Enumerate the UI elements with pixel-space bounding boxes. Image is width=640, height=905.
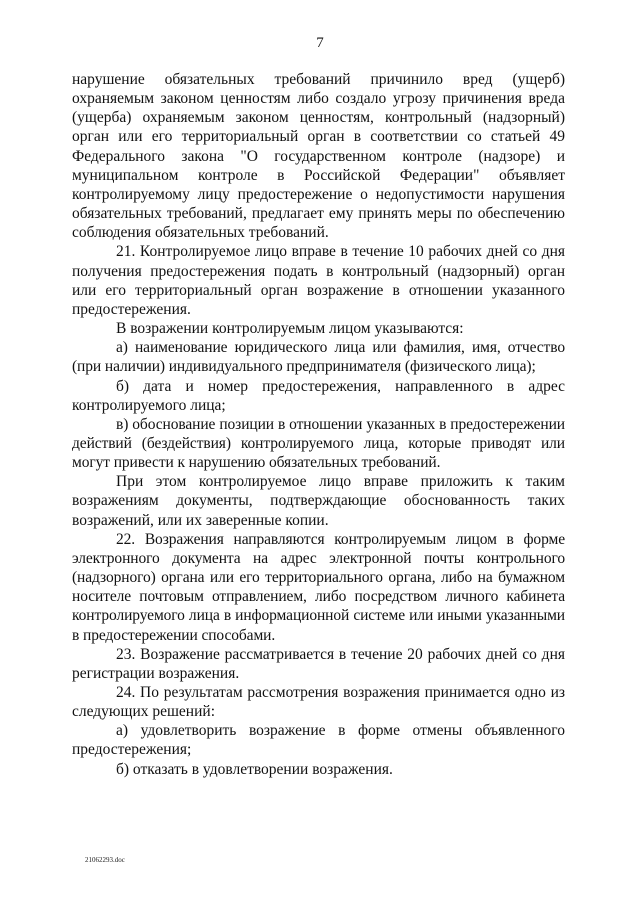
paragraph-item-23: 23. Возражение рассматривается в течение 20 рабочих дней со дня регистрации возражения. [72, 645, 565, 682]
paragraph-objection-contents: В возражении контролируемым лицом указываются: [116, 320, 464, 338]
paragraph-attachments: При этом контролируемое лицо вправе приложить к таким возражениям документы, подтверждающие обоснованность таких возражений, или их заверенные копии. [72, 473, 565, 529]
paragraph-item-21: 21. Контролируемое лицо вправе в течение 10 рабочих дней со дня получения предостережения подать в контрольный (надзорный) орган или его территориальный орган возражение в отношении указанного предостережения. [72, 243, 565, 318]
paragraph-subitem-a: а) наименование юридического лица или фамилия, имя, отчество (при наличии) индивидуального предпринимателя (физического лица); [72, 339, 565, 376]
page-number: 7 [316, 35, 324, 51]
paragraph-decision-a: а) удовлетворить возражение в форме отмены объявленного предостережения; [72, 722, 565, 759]
paragraph-item-22: 22. Возражения направляются контролируемым лицом в форме электронного документа на адрес электронной почты контрольного (надзорного) органа или его территориального органа, либо на бумажном носителе почтовым отправлением, либо посредством личного кабинета контролируемого лица в информационной системе или иными указанными в предостережении способами. [72, 530, 565, 644]
paragraph-decision-b: б) отказать в удовлетворении возражения. [116, 760, 393, 778]
paragraph-subitem-v: в) обоснование позиции в отношении указанных в предостережении действий (бездействия) контролируемого лица, которые приводят или могут привести к нарушению обязательных требований. [72, 415, 565, 472]
paragraph-subitem-b: б) дата и номер предостережения, направленного в адрес контролируемого лица; [72, 377, 565, 414]
footer-document-code: 21062293.doc [85, 856, 125, 864]
paragraph-continuation: нарушение обязательных требований причинило вред (ущерб) охраняемым законом ценностям либо создало угрозу причинения вреда (ущерба) охраняемым законом ценностям, контрольный (надзорный) орган или его территориальный орган в соответствии со статьей 49 Федерального закона "О государственном контроле (надзоре) и муниципальном контроле в Российской Федерации" объявляет контролируемому лицу предостережение о недопустимости нарушения обязательных требований, предлагает ему принять меры по обеспечению соблюдения обязательных требований. [72, 71, 565, 242]
document-body [72, 70, 565, 779]
paragraph-item-24: 24. По результатам рассмотрения возражения принимается одно из следующих решений: [72, 684, 565, 721]
